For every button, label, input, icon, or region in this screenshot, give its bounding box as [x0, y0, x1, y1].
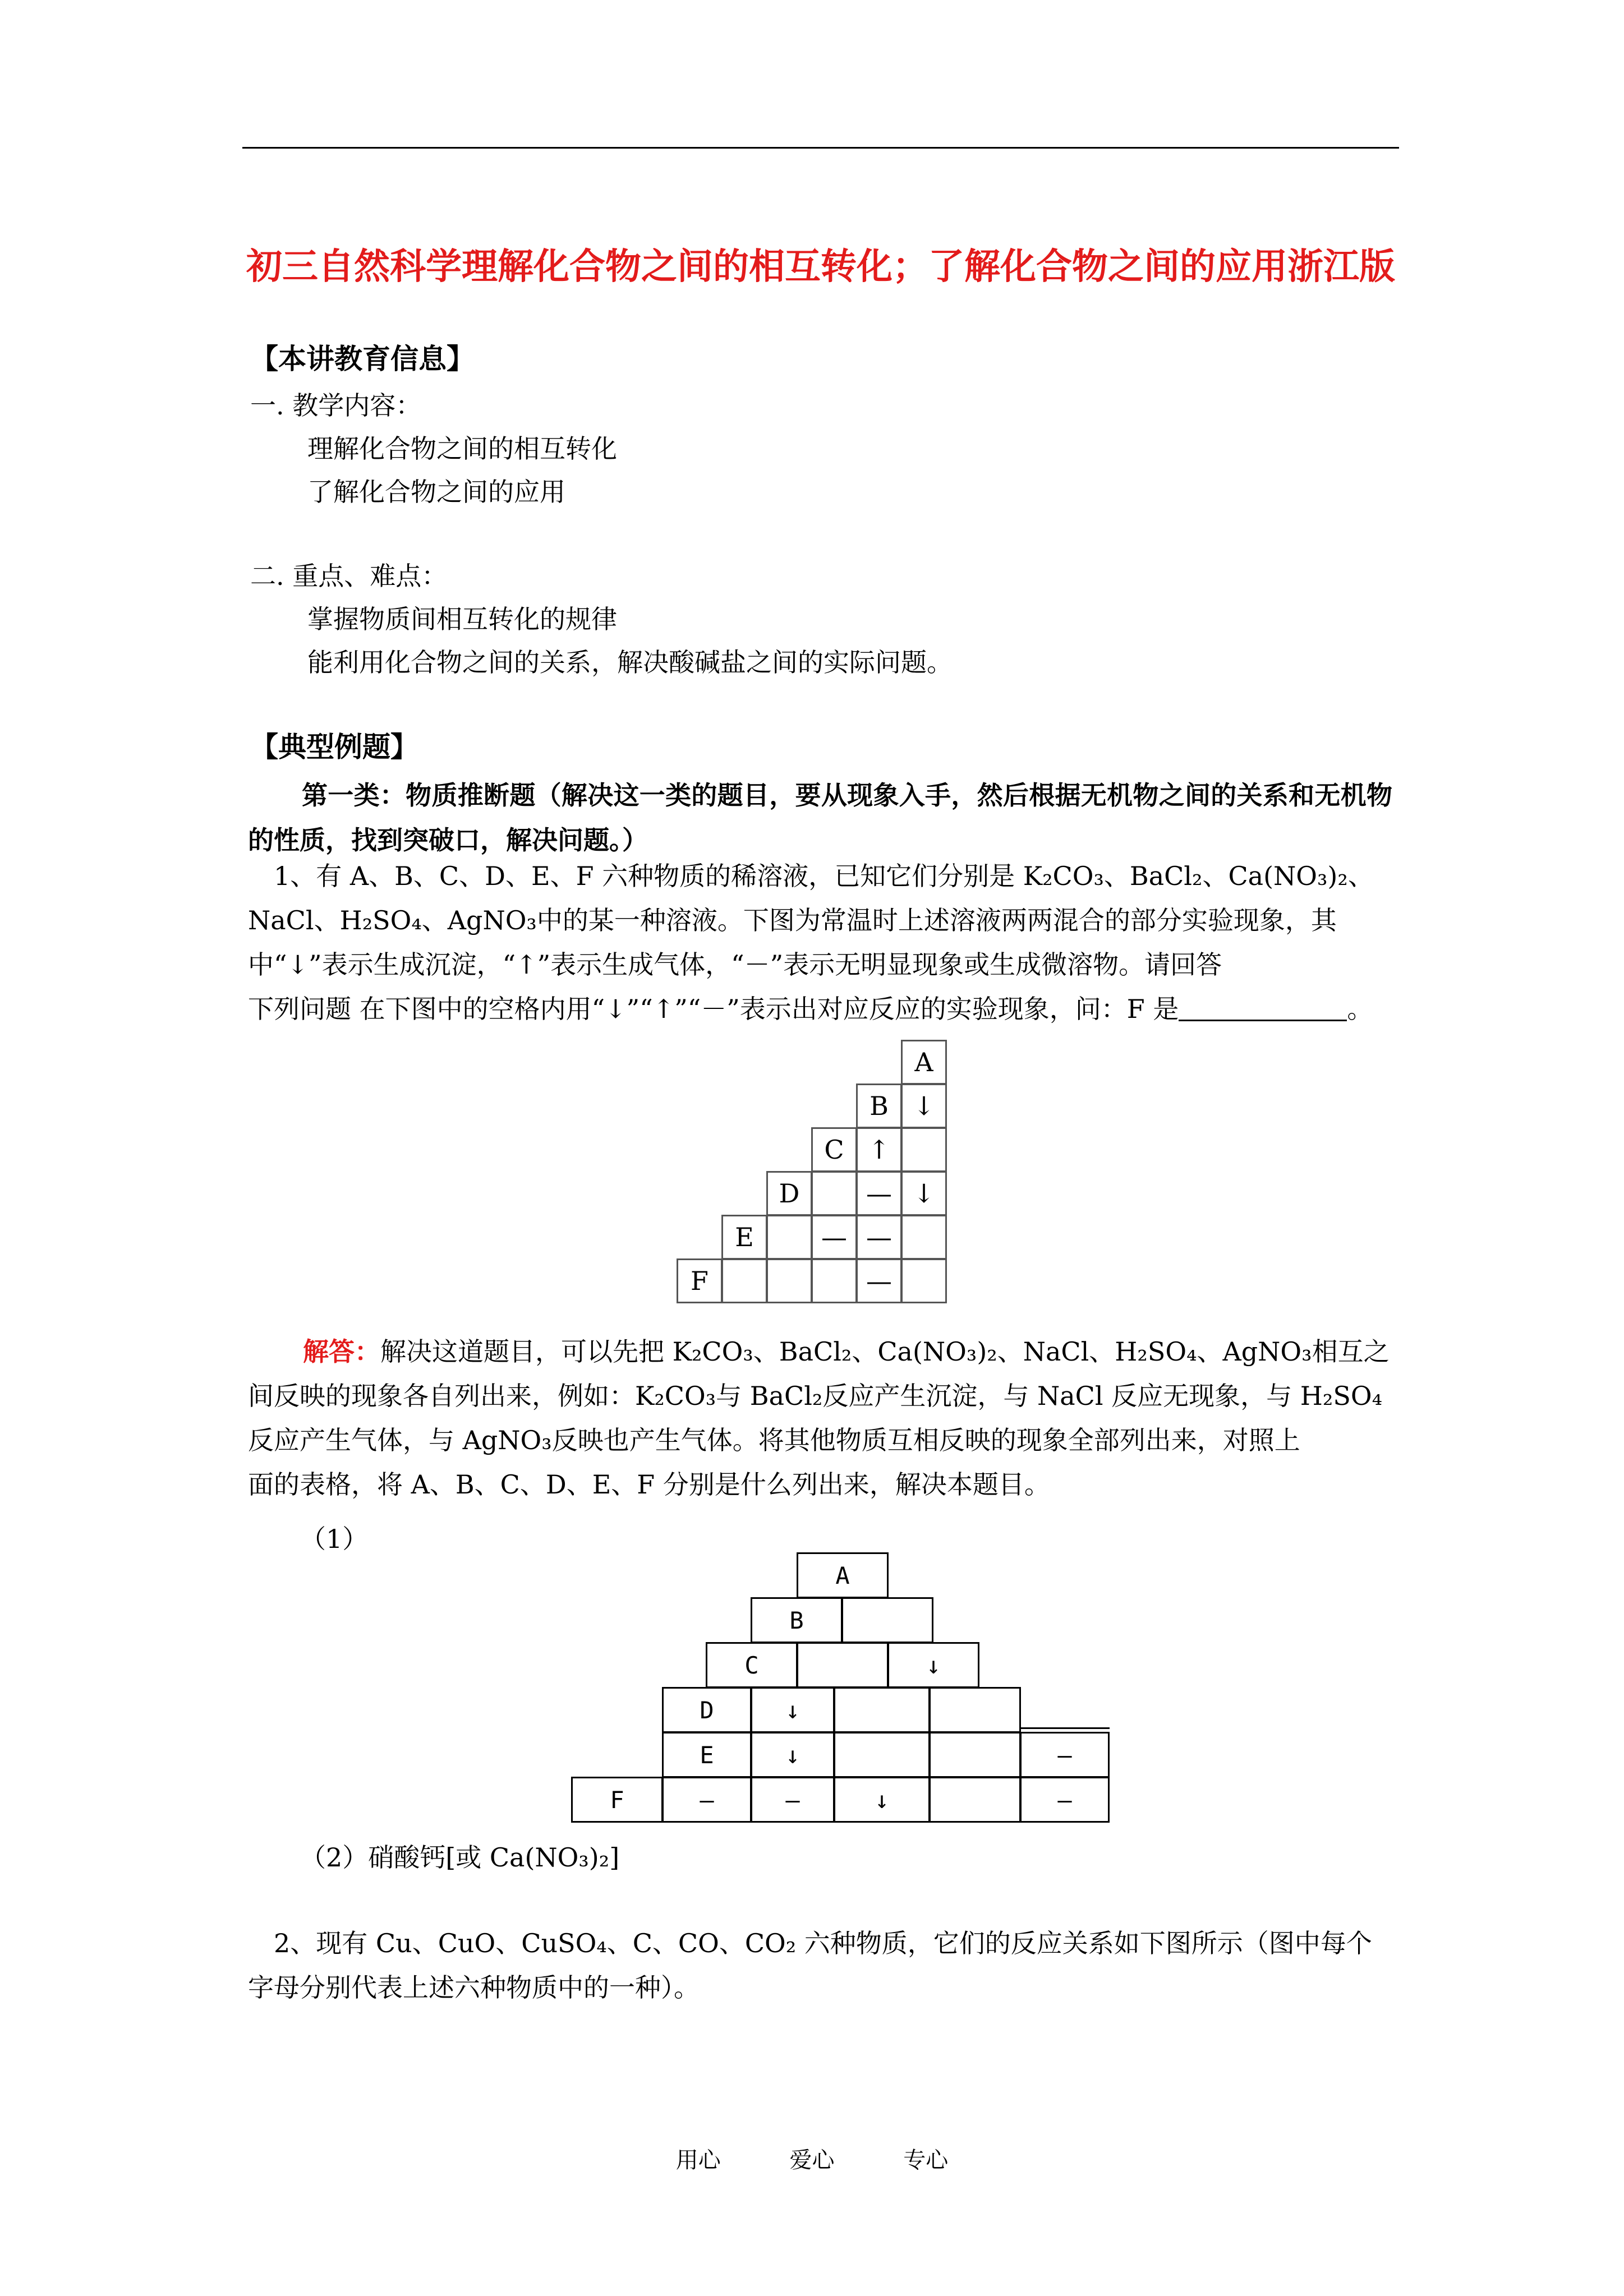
grid2-cell-f-1: — — [662, 1777, 752, 1823]
grid1-label-b: B — [856, 1084, 902, 1128]
grid2-cell-e-4: — — [1020, 1732, 1110, 1778]
grid2-cell-f-3: ↓ — [834, 1777, 930, 1823]
item2-line-2: 能利用化合物之间的关系，解决酸碱盐之间的实际问题。 — [307, 647, 953, 677]
grid1-cell-d-b: — — [856, 1171, 902, 1216]
answer-sub-2: （2）硝酸钙[或 Ca(NO₃)₂] — [300, 1842, 620, 1873]
grid1-cell-f-b: — — [856, 1258, 902, 1303]
footer-word-2: 爱心 — [789, 2147, 835, 2173]
grid1-cell-e-a — [901, 1215, 947, 1260]
grid2-label-d: D — [662, 1687, 752, 1733]
grid1-label-c: C — [811, 1127, 857, 1172]
grid2-label-f: F — [571, 1777, 663, 1823]
grid1-cell-f-c — [811, 1258, 857, 1303]
grid1-label-e: E — [721, 1215, 767, 1260]
grid1-cell-c-b: ↑ — [856, 1127, 902, 1172]
footer-word-3: 专心 — [903, 2147, 949, 2173]
grid1-label-f: F — [677, 1258, 723, 1303]
grid1-cell-e-d — [766, 1215, 812, 1260]
grid2-label-c: C — [706, 1642, 798, 1688]
grid1-cell-d-a: ↓ — [901, 1171, 947, 1216]
item1-label: 一. 教学内容： — [250, 390, 422, 421]
section-heading-info: 【本讲教育信息】 — [250, 343, 475, 375]
answer-blank[interactable] — [1179, 994, 1347, 1021]
grid2-cell-e-1: ↓ — [751, 1732, 835, 1778]
question-1-line-2: NaCl、H₂SO₄、AgNO₃中的某一种溶液。下图为常温时上述溶液两两混合的部分实验现象，其 — [248, 905, 1337, 935]
grid2-cell-f-5: — — [1020, 1777, 1110, 1823]
grid2-cell-d-1: ↓ — [751, 1687, 835, 1733]
grid2-cell-d-2 — [834, 1687, 930, 1733]
answer-line-1: 解答：解决这道题目，可以先把 K₂CO₃、BaCl₂、Ca(NO₃)₂、NaCl、H₂SO₄、AgNO₃相互之 — [303, 1336, 1390, 1367]
grid2-label-e: E — [662, 1732, 752, 1778]
grid2-cell-f-2: — — [751, 1777, 835, 1823]
answer-line-4: 面的表格，将 A、B、C、D、E、F 分别是什么列出来，解决本题目。 — [248, 1469, 1050, 1500]
item2-label: 二. 重点、难点： — [250, 561, 448, 591]
question-1-line-3: 中“↓”表示生成沉淀，“↑”表示生成气体，“－”表示无明显现象或生成微溶物。请回答 — [248, 949, 1222, 980]
grid2-cell-f-4 — [929, 1777, 1021, 1823]
question-1-line-4: 下列问题 在下图中的空格内用“↓”“↑”“－”表示出对应反应的实验现象，问：F 是 。 — [248, 994, 1373, 1024]
grid1-cell-b-a: ↓ — [901, 1084, 947, 1128]
grid2-cell-e-2 — [834, 1732, 930, 1778]
page-title: 初三自然科学理解化合物之间的相互转化；了解化合物之间的应用浙江版 — [246, 246, 1395, 288]
footer-word-1: 用心 — [675, 2147, 721, 2173]
grid1-cell-e-b: — — [856, 1215, 902, 1260]
grid2-label-b: B — [751, 1597, 843, 1643]
answer-sub-1: （1） — [300, 1524, 369, 1554]
answer-line-2: 间反映的现象各自列出来，例如：K₂CO₃与 BaCl₂反应产生沉淀，与 NaCl 反应无现象，与 H₂SO₄ — [248, 1381, 1383, 1411]
answer-line-3: 反应产生气体，与 AgNO₃反映也产生气体。将其他物质互相反映的现象全部列出来，对照上 — [248, 1425, 1300, 1455]
grid2-cell-d-3 — [929, 1687, 1021, 1733]
item2-line-1: 掌握物质间相互转化的规律 — [307, 604, 617, 634]
grid2-cell-b-1 — [841, 1597, 933, 1643]
grid2-cell-c-2: ↓ — [887, 1642, 979, 1688]
grid2-cell-e-3 — [929, 1732, 1021, 1778]
header-rule — [242, 147, 1399, 149]
grid1-cell-f-d — [766, 1258, 812, 1303]
grid1-cell-d-c — [811, 1171, 857, 1216]
question-2-line-2: 字母分别代表上述六种物质中的一种）。 — [248, 1972, 700, 2003]
item1-line-1: 理解化合物之间的相互转化 — [307, 434, 617, 464]
grid1-cell-f-a — [901, 1258, 947, 1303]
grid2-cell-c-1 — [797, 1642, 889, 1688]
section-heading-examples: 【典型例题】 — [250, 731, 418, 763]
grid2-label-a: A — [797, 1552, 889, 1598]
page-footer — [0, 2142, 1624, 2174]
answer-label: 解答： — [303, 1336, 380, 1367]
grid1-cell-f-e — [721, 1258, 767, 1303]
grid1-cell-e-c: — — [811, 1215, 857, 1260]
category-1-text: 第一类：物质推断题（解决这一类的题目，要从现象入手，然后根据无机物之间的关系和无机物的性质，找到突破口，解决问题。） — [248, 780, 1392, 855]
question-2-line-1: 2、现有 Cu、CuO、CuSO₄、C、CO、CO₂ 六种物质，它们的反应关系如下图所示（图中每个 — [274, 1928, 1372, 1958]
grid1-cell-c-a — [901, 1127, 947, 1172]
grid1-label-d: D — [766, 1171, 812, 1216]
question-1-line-1: 1、有 A、B、C、D、E、F 六种物质的稀溶液，已知它们分别是 K₂CO₃、BaCl₂、Ca(NO₃)₂、 — [274, 861, 1374, 891]
item1-line-2: 了解化合物之间的应用 — [307, 477, 565, 507]
grid1-label-a: A — [901, 1040, 947, 1085]
